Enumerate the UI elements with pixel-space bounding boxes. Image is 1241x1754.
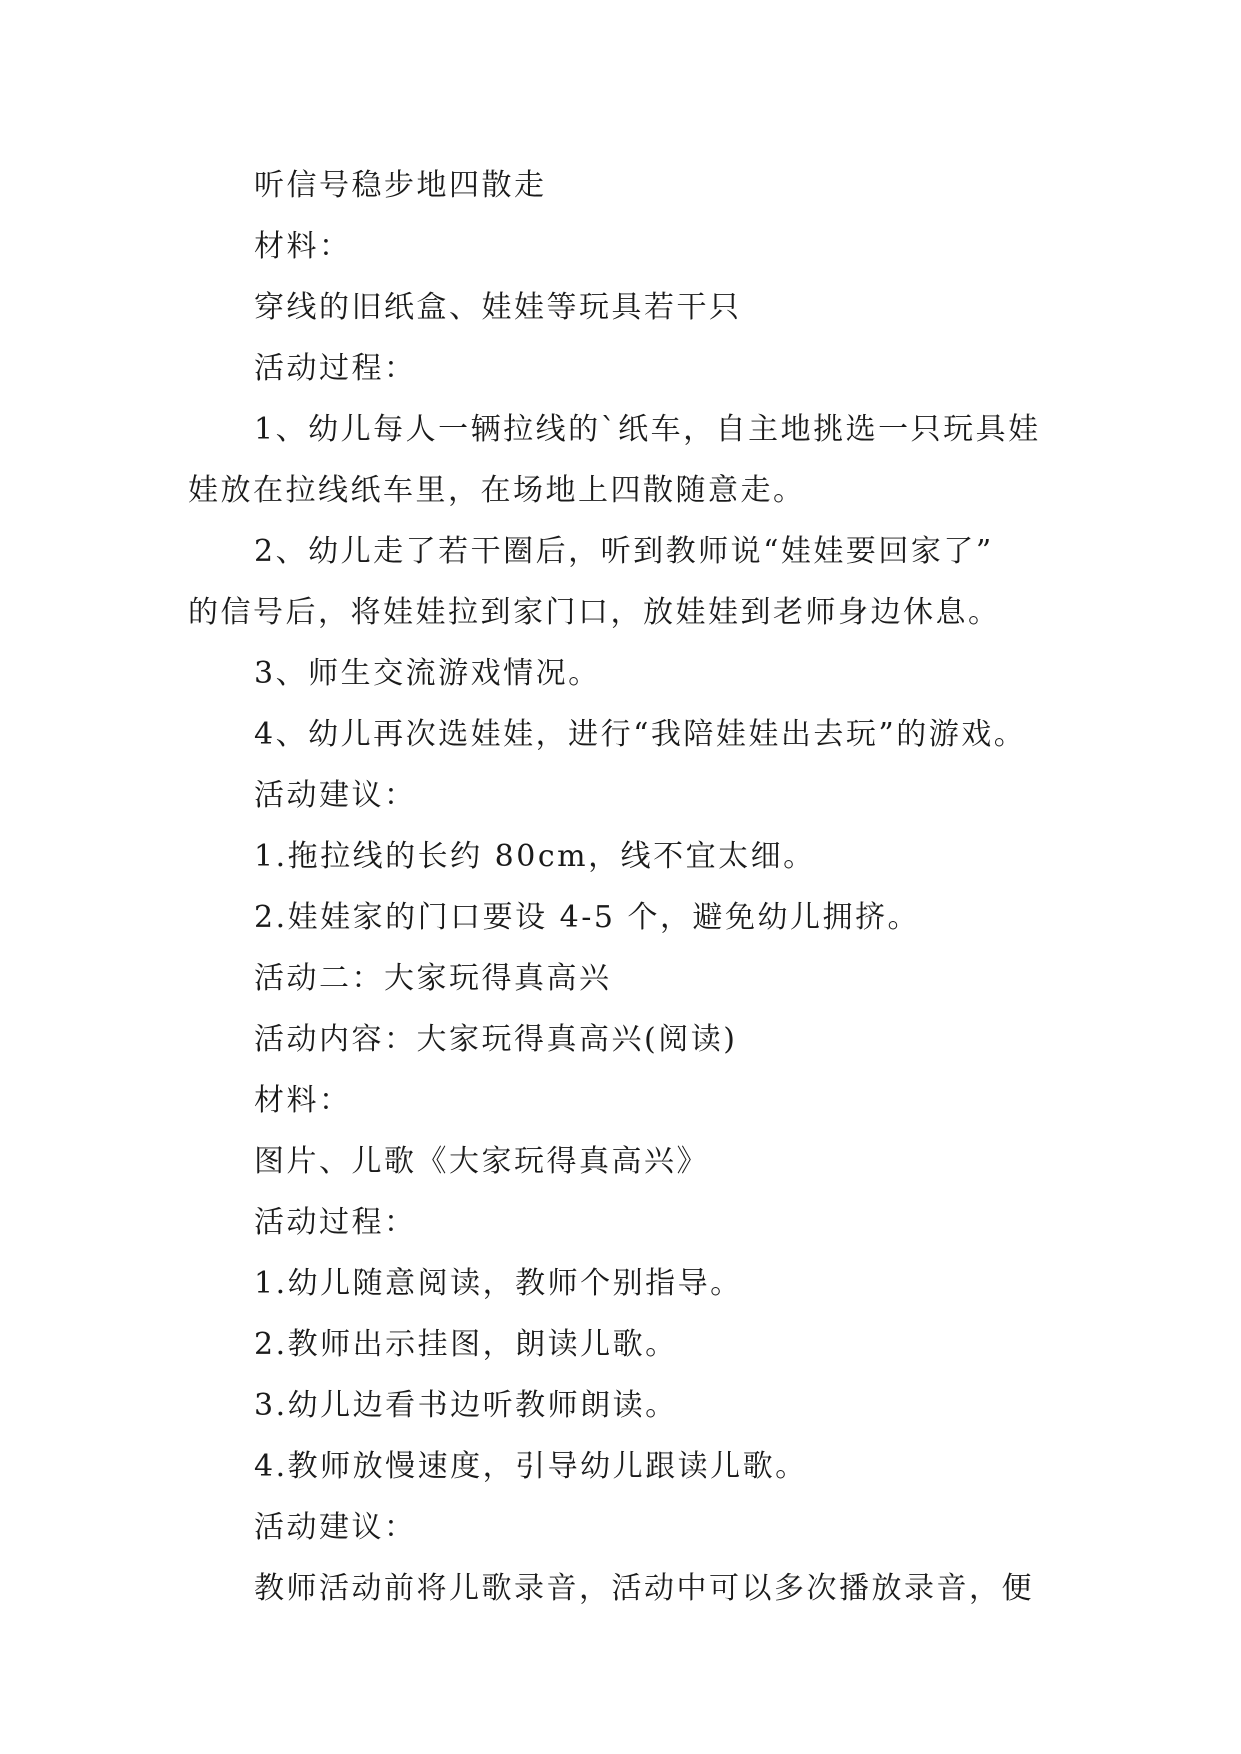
text-line: 图片、儿歌《大家玩得真高兴》 [254,1144,709,1179]
text-line: 活动建议： [254,778,417,813]
text-line: 2、幼儿走了若干圈后，听到教师说“娃娃要回家了” [254,534,994,569]
text-line: 的信号后，将娃娃拉到家门口，放娃娃到老师身边休息。 [188,595,1001,630]
text-line: 1.拖拉线的长约 80cm，线不宜太细。 [254,839,816,874]
text-line: 材料： [254,229,352,264]
text-line: 1、幼儿每人一辆拉线的`纸车，自主地挑选一只玩具娃 [254,412,1041,447]
text-line: 3.幼儿边看书边听教师朗读。 [254,1388,678,1423]
text-line: 活动过程： [254,1205,417,1240]
text-line: 听信号稳步地四散走 [254,168,547,203]
text-line: 1.幼儿随意阅读，教师个别指导。 [254,1266,743,1301]
text-line: 2.教师出示挂图，朗读儿歌。 [254,1327,678,1362]
document-body [188,155,1068,1619]
text-line: 活动过程： [254,351,417,386]
text-line: 活动建议： [254,1510,417,1545]
text-line: 活动二：大家玩得真高兴 [254,961,612,996]
text-line: 3、师生交流游戏情况。 [254,656,601,691]
text-line: 穿线的旧纸盒、娃娃等玩具若干只 [254,290,742,325]
text-line: 材料： [254,1083,352,1118]
text-line: 娃放在拉线纸车里，在场地上四散随意走。 [188,473,806,508]
text-line: 教师活动前将儿歌录音，活动中可以多次播放录音，便 [254,1571,1034,1606]
text-line: 2.娃娃家的门口要设 4-5 个，避免幼儿拥挤。 [254,900,921,935]
text-line: 4.教师放慢速度，引导幼儿跟读儿歌。 [254,1449,808,1484]
text-line: 4、幼儿再次选娃娃，进行“我陪娃娃出去玩”的游戏。 [254,717,1027,752]
text-line: 活动内容：大家玩得真高兴(阅读) [254,1022,738,1057]
